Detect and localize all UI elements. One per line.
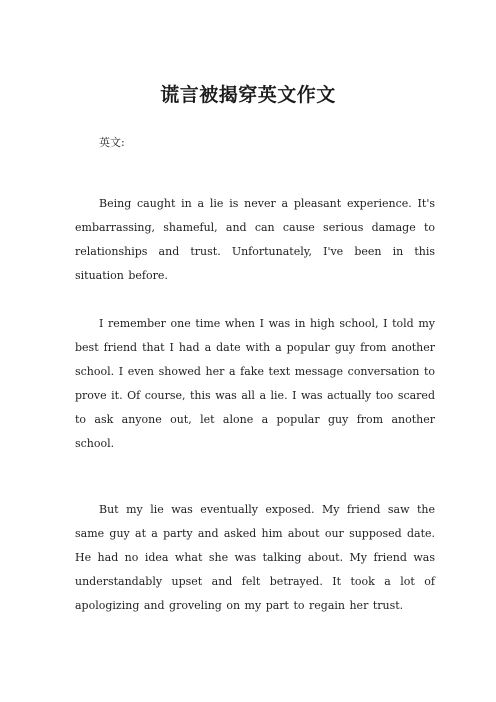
paragraph-3-container <box>75 498 435 618</box>
paragraph-2: I remember one time when I was in high school, I told my best friend that I had a date with a popular guy from another school. I even showed her a fake text message conversation to prove it. Of course, this was all a lie. I was actually too scared to ask anyone out, let alone a popular guy from another school. <box>75 317 435 450</box>
paragraph-3: But my lie was eventually exposed. My friend saw the same guy at a party and asked him about our supposed date. He had no idea what she was talking about. My friend was understandably upset and felt betrayed. It took a lot of apologizing and groveling on my part to regain her trust. <box>75 503 435 612</box>
document-title: 谎言被揭穿英文作文 <box>160 84 336 106</box>
paragraph-2-container <box>75 312 435 456</box>
section-label: 英文: <box>99 136 125 149</box>
paragraph-1-container <box>75 192 435 288</box>
paragraph-1: Being caught in a lie is never a pleasant experience. It's embarrassing, shameful, and can cause serious damage to relationships and trust. Unfortunately, I've been in this situation before. <box>75 197 435 282</box>
